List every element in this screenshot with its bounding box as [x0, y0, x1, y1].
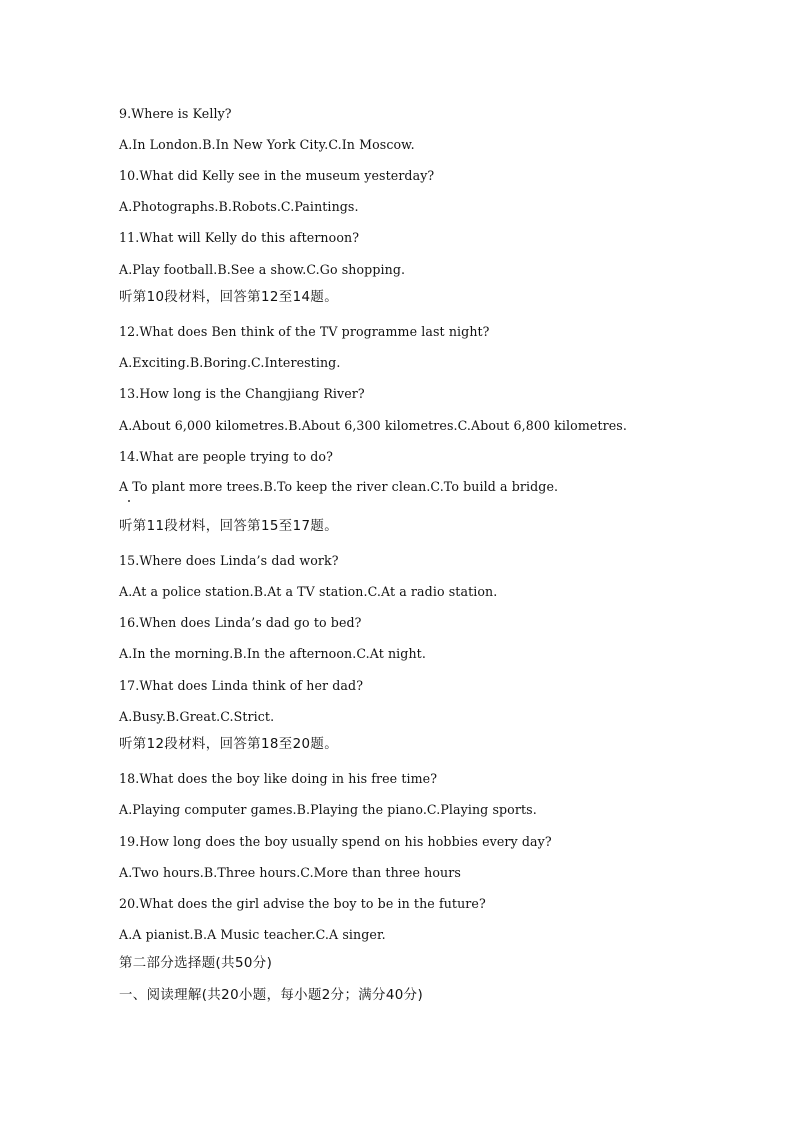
question-16: 16.When does Linda’s dad go to bed?: [119, 615, 362, 630]
options-9: A.In London.B.In New York City.C.In Moscow.: [119, 137, 415, 152]
options-11: A.Play football.B.See a show.C.Go shopping.: [119, 262, 406, 277]
options-10: A.Photographs.B.Robots.C.Paintings.: [119, 199, 359, 214]
options-17: A.Busy.B.Great.C.Strict.: [119, 709, 275, 724]
options-19: A.Two hours.B.Three hours.C.More than three hours: [119, 865, 461, 880]
question-14: 14.What are people trying to do?: [119, 449, 333, 464]
question-15: 15.Where does Linda’s dad work?: [119, 553, 339, 568]
options-16: A.In the morning.B.In the afternoon.C.At night.: [119, 646, 426, 661]
question-10: 10.What did Kelly see in the museum yesterday?: [119, 168, 435, 183]
question-19: 19.How long does the boy usually spend on his hobbies every day?: [119, 834, 552, 849]
section-heading-material-10: 听第10段材料，回答第12至14题。: [119, 290, 339, 305]
section-heading-material-11: 听第11段材料，回答第15至17题。: [119, 519, 339, 534]
part-two-heading: 第二部分选择题(共50分): [119, 956, 273, 971]
options-12: A.Exciting.B.Boring.C.Interesting.: [119, 355, 341, 370]
question-20: 20.What does the girl advise the boy to be in the future?: [119, 896, 486, 911]
reading-comprehension-heading: 一、阅读理解(共20小题，每小题2分；满分40分): [119, 988, 424, 1003]
options-15: A.At a police station.B.At a TV station.C.At a radio station.: [119, 584, 498, 599]
options-20: A.A pianist.B.A Music teacher.C.A singer.: [119, 927, 386, 942]
options-14: A To plant more trees.B.To keep the river clean.C.To build a bridge.: [119, 479, 559, 494]
stray-mark: [128, 500, 130, 502]
question-18: 18.What does the boy like doing in his free time?: [119, 771, 438, 786]
question-13: 13.How long is the Changjiang River?: [119, 386, 365, 401]
question-12: 12.What does Ben think of the TV programme last night?: [119, 324, 490, 339]
question-17: 17.What does Linda think of her dad?: [119, 678, 364, 693]
options-18: A.Playing computer games.B.Playing the piano.C.Playing sports.: [119, 802, 537, 817]
section-heading-material-12: 听第12段材料，回答第18至20题。: [119, 737, 339, 752]
options-13: A.About 6,000 kilometres.B.About 6,300 kilometres.C.About 6,800 kilometres.: [119, 418, 627, 433]
question-9: 9.Where is Kelly?: [119, 106, 232, 121]
question-11: 11.What will Kelly do this afternoon?: [119, 230, 360, 245]
